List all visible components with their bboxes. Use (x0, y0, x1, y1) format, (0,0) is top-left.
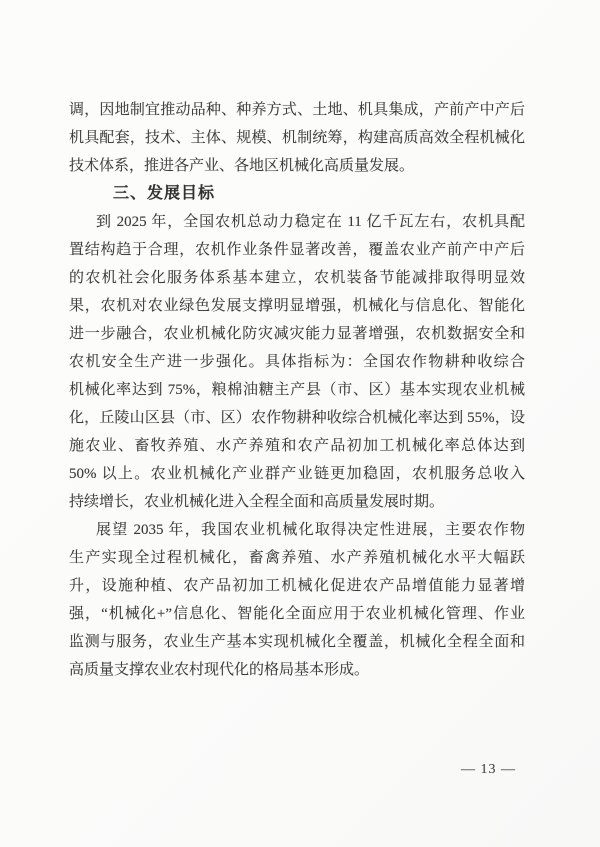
text-line: 施农业、畜牧养殖、水产养殖和农产品初加工机械化率总体达到 (69, 438, 525, 454)
text-line: 置结构趋于合理，农机作业条件显著改善，覆盖农业产前产中产后 (69, 242, 525, 258)
text-line: 机具配套，技术、主体、规模、机制统筹，构建高质高效全程机械化 (69, 130, 525, 146)
text-line: 进一步融合，农业机械化防灾减灾能力显著增强，农机数据安全和 (69, 326, 525, 342)
text-line: 持续增长，农业机械化进入全程全面和高质量发展时期。 (69, 494, 445, 510)
text-line: 生产实现全过程机械化，畜禽养殖、水产养殖机械化水平大幅跃 (69, 550, 525, 566)
text-line: 升，设施种植、农产品初加工机械化促进农产品增值能力显著增 (69, 578, 525, 594)
text-line: 高质量支撑农业农村现代化的格局基本形成。 (69, 662, 370, 678)
text-line: 技术体系，推进各产业、各地区机械化高质量发展。 (69, 158, 415, 174)
text-block (69, 96, 525, 684)
text-line: 果，农机对农业绿色发展支撑明显增强，机械化与信息化、智能化 (69, 298, 525, 314)
text-line: 强，“机械化+”信息化、智能化全面应用于农业机械化管理、作业 (69, 606, 525, 622)
text-line: 50% 以上。农业机械化产业群产业链更加稳固，农机服务总收入 (69, 466, 525, 482)
text-line: 农机安全生产进一步强化。具体指标为：全国农作物耕种收综合 (69, 354, 525, 370)
heading-development-goals: 三、发展目标 (113, 185, 216, 202)
page-number: — 13 — (461, 762, 516, 777)
text-line: 到 2025 年，全国农机总动力稳定在 11 亿千瓦左右，农机具配 (96, 214, 525, 230)
text-line: 展望 2035 年，我国农业机械化取得决定性进展，主要农作物 (96, 522, 525, 538)
text-line: 调，因地制宜推动品种、种养方式、土地、机具集成，产前产中产后 (69, 102, 525, 118)
text-line: 机械化率达到 75%，粮棉油糖主产县（市、区）基本实现农业机械 (69, 382, 525, 398)
text-line: 化，丘陵山区县（市、区）农作物耕种收综合机械化率达到 55%，设 (69, 410, 525, 426)
text-line: 的农机社会化服务体系基本建立，农机装备节能减排取得明显效 (69, 270, 525, 286)
text-line: 监测与服务，农业生产基本实现机械化全覆盖，机械化全程全面和 (69, 634, 525, 650)
